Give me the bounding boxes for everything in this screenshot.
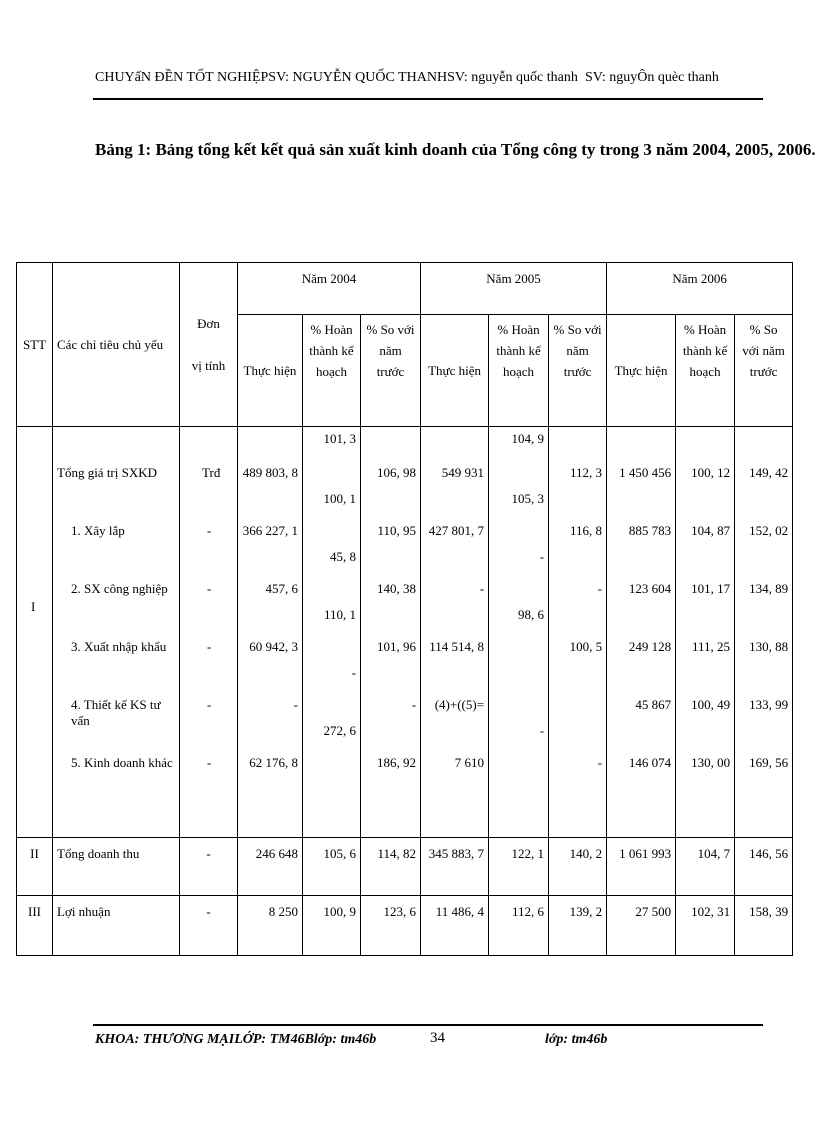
row-value: 345 883, 7 xyxy=(421,838,489,896)
value: 101, 17 xyxy=(691,581,731,596)
group1-stt-cell xyxy=(17,427,53,838)
footer-divider xyxy=(93,1024,763,1026)
row-value: 1 061 993 xyxy=(607,838,676,896)
group1-so2004 xyxy=(361,427,421,838)
value: 100, 5 xyxy=(569,639,603,654)
page-header-right: SV: nguyÔn quèc thanh xyxy=(585,70,719,85)
value: 7 610 xyxy=(454,755,485,770)
header-don-vi xyxy=(180,263,238,427)
value: 1 450 456 xyxy=(619,465,672,480)
row-value: 139, 2 xyxy=(549,896,607,956)
header-vitinh: vị tính xyxy=(191,357,226,373)
row-value: 104, 7 xyxy=(676,838,735,896)
value: 134, 89 xyxy=(749,581,789,596)
row-label: Tổng doanh thu xyxy=(53,838,180,896)
value: 104, 9 xyxy=(511,431,545,446)
value: - xyxy=(597,581,603,596)
value: - xyxy=(597,755,603,770)
label-xay-lap: 1. Xây lắp xyxy=(71,523,125,538)
label-kinh-doanh-khac: 5. Kinh doanh khác xyxy=(71,755,173,770)
group1-th2004 xyxy=(238,427,303,838)
value: 169, 56 xyxy=(749,755,789,770)
row-label: Lợi nhuận xyxy=(53,896,180,956)
table-row-loi-nhuan xyxy=(17,896,793,956)
row-stt: II xyxy=(17,838,53,896)
value: 100, 12 xyxy=(691,465,731,480)
row-value: 8 250 xyxy=(238,896,303,956)
value: 366 227, 1 xyxy=(242,523,298,538)
row-value: 105, 6 xyxy=(303,838,361,896)
row-value: 114, 82 xyxy=(361,838,421,896)
label-xuat-nhap-khau: 3. Xuất nhập khẩu xyxy=(71,639,167,654)
value: 110, 95 xyxy=(377,523,417,538)
value: 130, 88 xyxy=(749,639,789,654)
value: 152, 02 xyxy=(749,523,789,538)
row-value: 146, 56 xyxy=(735,838,793,896)
sub-hoan-thanh-2005: % Hoàn thành kế hoạch xyxy=(489,315,549,427)
value: 110, 1 xyxy=(323,607,356,622)
value: - xyxy=(539,549,545,564)
header-year-2005: Năm 2005 xyxy=(421,263,607,315)
value: - xyxy=(539,723,545,738)
group1-labels xyxy=(53,427,180,838)
value: 549 931 xyxy=(441,465,485,480)
value: 101, 3 xyxy=(323,431,356,446)
group1-ht2006 xyxy=(676,427,735,838)
value: 457, 6 xyxy=(265,581,298,596)
row-value: 123, 6 xyxy=(361,896,421,956)
value: 133, 99 xyxy=(749,697,789,712)
value: 111, 25 xyxy=(692,639,731,654)
value: 101, 96 xyxy=(377,639,417,654)
value: 149, 42 xyxy=(749,465,789,480)
page-footer: KHOA: THƯƠNG MẠILỚP: TM46Blớp: tm46b xyxy=(95,1032,377,1047)
sub-hoan-thanh-2006: % Hoàn thành kế hoạch xyxy=(676,315,735,427)
value: 106, 98 xyxy=(377,465,417,480)
group1-ht2005 xyxy=(489,427,549,838)
sub-so-voi-2006: % So với năm trước xyxy=(735,315,793,427)
table-title: Bảng 1: Bảng tổng kết kết quả sản xuất kinh doanh của Tổng công ty trong 3 năm 2004, 2005, 2006. xyxy=(95,140,816,159)
group1-th2006 xyxy=(607,427,676,838)
unit: - xyxy=(207,639,212,654)
group1-th2005 xyxy=(421,427,489,838)
row-value: 27 500 xyxy=(607,896,676,956)
value: 114 514, 8 xyxy=(429,639,485,654)
row-value: 102, 31 xyxy=(676,896,735,956)
header-year-2004: Năm 2004 xyxy=(238,263,421,315)
row-unit: - xyxy=(180,838,238,896)
row-unit: - xyxy=(180,896,238,956)
sub-thuc-hien-2005: Thực hiện xyxy=(421,315,489,427)
row-value: 158, 39 xyxy=(735,896,793,956)
value: - xyxy=(293,697,298,712)
group1-units xyxy=(180,427,238,838)
sub-so-voi-2004: % So với năm trước xyxy=(361,315,421,427)
value: (4)+((5)= xyxy=(434,697,485,712)
row-value: 246 648 xyxy=(238,838,303,896)
header-chi-tieu: Các chỉ tiêu chủ yếu xyxy=(53,263,180,427)
header-don: Đơn xyxy=(197,315,220,331)
group1-ht2004 xyxy=(303,427,361,838)
unit: Trđ xyxy=(202,465,221,480)
row-stt: III xyxy=(17,896,53,956)
value: 45 867 xyxy=(635,697,672,712)
group1-so2005 xyxy=(549,427,607,838)
value: 249 128 xyxy=(628,639,672,654)
value: - xyxy=(411,697,417,712)
sub-hoan-thanh-2004: % Hoàn thành kế hoạch xyxy=(303,315,361,427)
header-stt: STT xyxy=(17,263,53,427)
results-table xyxy=(16,262,793,956)
value: 186, 92 xyxy=(377,755,417,770)
value: 105, 3 xyxy=(511,491,545,506)
value: 116, 8 xyxy=(570,523,603,538)
value: 60 942, 3 xyxy=(249,639,298,654)
value: 62 176, 8 xyxy=(249,755,298,770)
header-divider xyxy=(93,98,763,100)
row-value: 100, 9 xyxy=(303,896,361,956)
value: 272, 6 xyxy=(323,723,356,738)
label-sx-cong-nghiep: 2. SX công nghiệp xyxy=(71,581,168,596)
unit: - xyxy=(207,523,212,538)
value: 140, 38 xyxy=(377,581,417,596)
value: 427 801, 7 xyxy=(428,523,485,538)
row-value: 140, 2 xyxy=(549,838,607,896)
value: 100, 49 xyxy=(691,697,731,712)
value: - xyxy=(351,665,356,680)
value: 885 783 xyxy=(628,523,672,538)
page-header: CHUYấN ĐỀN TỐT NGHIỆPSV: NGUYỄN QUỐC THANHSV: nguyễn quốc thanh xyxy=(95,70,578,85)
unit: - xyxy=(207,697,212,712)
group1-so2006 xyxy=(735,427,793,838)
value: 130, 00 xyxy=(691,755,731,770)
row-value: 112, 6 xyxy=(489,896,549,956)
page-number: 34 xyxy=(430,1030,445,1046)
value: 104, 87 xyxy=(691,523,731,538)
label-thiet-ke: 4. Thiết kế KS tư vấn xyxy=(71,697,161,728)
sub-thuc-hien-2006: Thực hiện xyxy=(607,315,676,427)
value: 100, 1 xyxy=(323,491,356,506)
group1-stt: I xyxy=(31,599,36,614)
value: 112, 3 xyxy=(570,465,603,480)
value: 489 803, 8 xyxy=(242,465,298,480)
value: 146 074 xyxy=(628,755,672,770)
row-value: 11 486, 4 xyxy=(421,896,489,956)
table-row-tong-doanh-thu xyxy=(17,838,793,896)
sub-thuc-hien-2004: Thực hiện xyxy=(238,315,303,427)
header-year-2006: Năm 2006 xyxy=(607,263,793,315)
label-tong-gia-tri: Tổng giá trị SXKD xyxy=(57,465,158,480)
value: 45, 8 xyxy=(330,549,356,564)
value: 123 604 xyxy=(628,581,672,596)
sub-so-voi-2005: % So với năm trước xyxy=(549,315,607,427)
page-footer-right: lớp: tm46b xyxy=(545,1032,608,1047)
unit: - xyxy=(207,581,212,596)
value: 98, 6 xyxy=(518,607,545,622)
row-value: 122, 1 xyxy=(489,838,549,896)
unit: - xyxy=(207,755,212,770)
value: - xyxy=(479,581,485,596)
